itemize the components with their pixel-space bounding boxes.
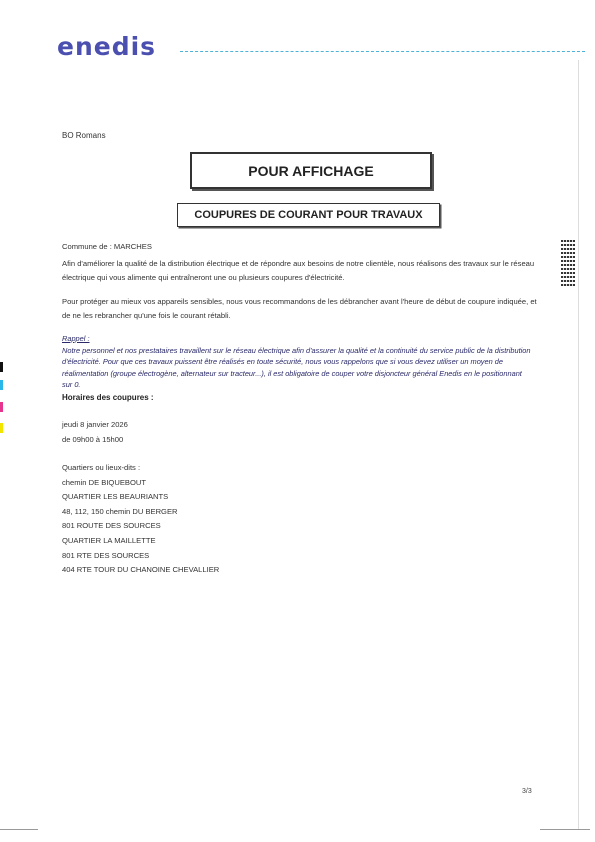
notice-title-text: POUR AFFICHAGE [248, 162, 374, 179]
commune-line: Commune de : MARCHES [62, 242, 152, 251]
scan-edge-line [578, 60, 579, 830]
list-item: QUARTIER LES BEAURIANTS [62, 492, 169, 502]
quartiers-list [62, 461, 219, 578]
list-item: 801 RTE DES SOURCES [62, 550, 150, 560]
print-mark-cyan [0, 380, 3, 390]
rappel-label: Rappel : [62, 334, 90, 343]
horaires-heading: Horaires des coupures : [62, 393, 154, 402]
print-mark-black [0, 362, 3, 372]
notice-subtitle-text: COUPURES DE COURANT POUR TRAVAUX [194, 209, 423, 221]
outage-date: jeudi 8 janvier 2026 [62, 420, 128, 429]
print-mark-yellow [0, 423, 3, 433]
list-item: QUARTIER LA MAILLETTE [62, 535, 156, 545]
notice-subtitle [177, 203, 440, 227]
list-item: 801 ROUTE DES SOURCES [62, 521, 161, 531]
rappel-block [62, 333, 532, 391]
sender-office: BO Romans [62, 131, 106, 140]
notice-title [190, 152, 432, 189]
crop-mark-right [540, 829, 590, 830]
outage-time: de 09h00 à 15h00 [62, 434, 124, 444]
rappel-text: Notre personnel et nos prestataires travaillent sur le réseau électrique afin d'assurer la qualité et la continuité du service public de la distribution d'électricité. Pour que ces travaux puissent être réalisés en toute sécurité, nous vous rappelons que si vous devez utiliser un moyen de réalimentation (groupe électrogène, alternateur sur tracteur...), il est obligatoire de couper votre disjoncteur général Enedis en le positionnant sur 0. [62, 345, 531, 389]
quartiers-heading: Quartiers ou lieux-dits : [62, 463, 141, 472]
page-number: 3/3 [522, 788, 532, 795]
protection-paragraph: Pour protéger au mieux vos appareils sensibles, nous vous recommandons de les débrancher avant l'heure de début de coupure indiquée, et de ne les rebrancher qu'une fois le courant rétabli. [62, 297, 537, 320]
print-mark-magenta [0, 402, 3, 412]
enedis-logo: enedis [57, 32, 157, 61]
list-item: 48, 112, 150 chemin DU BERGER [62, 506, 178, 516]
list-item: chemin DE BIQUEBOUT [62, 477, 146, 487]
crop-mark-left [0, 829, 38, 830]
header-dashed-rule [180, 51, 585, 52]
list-item: 404 RTE TOUR DU CHANOINE CHEVALLIER [62, 565, 220, 575]
datamatrix-code [561, 240, 575, 286]
intro-paragraph: Afin d'améliorer la qualité de la distribution électrique et de répondre aux besoins de notre clientèle, nous réalisons des travaux sur le réseau électrique qui vous alimente qui entraîneront une ou plusieurs coupures d'électricité. [62, 259, 535, 282]
outage-schedule [62, 418, 128, 447]
